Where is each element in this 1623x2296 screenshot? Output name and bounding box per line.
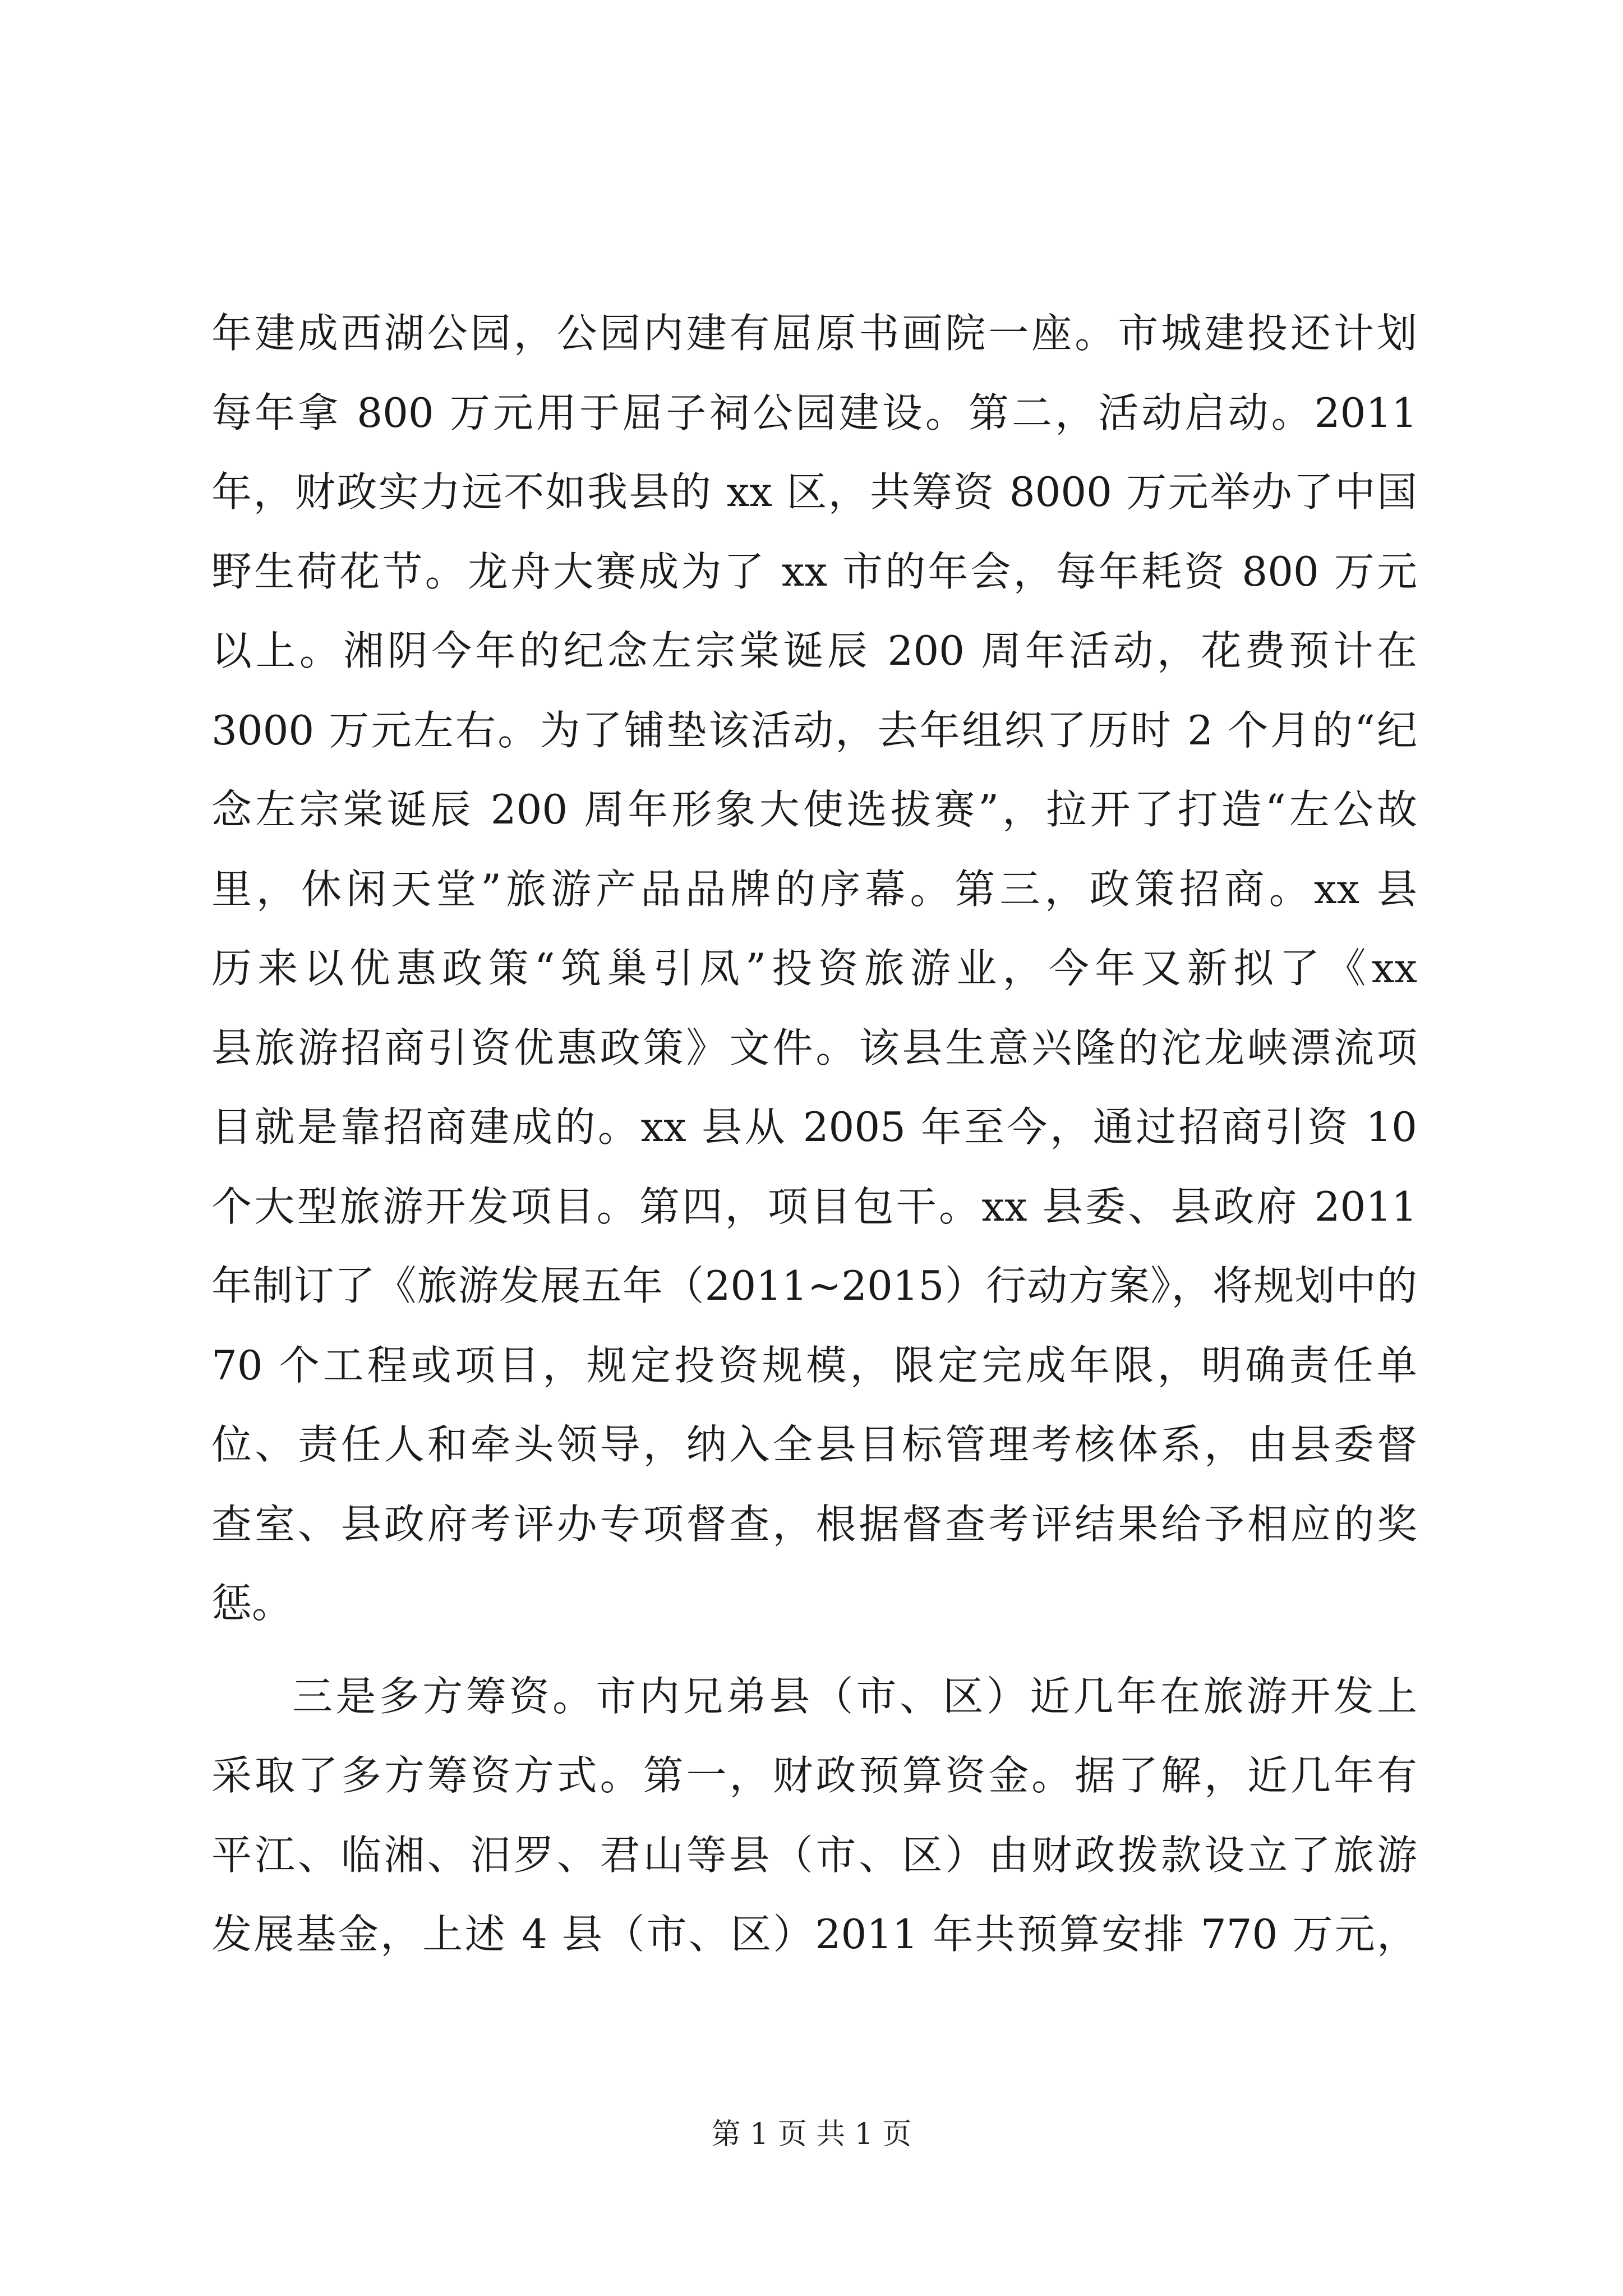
- text-line-last: 惩。: [211, 1580, 293, 1627]
- text-line: 每年拿 800 万元用于屈子祠公园建设。第二，活动启动。2011: [211, 389, 1417, 436]
- text-line: 查室、县政府考评办专项督查，根据督查考评结果给予相应的奖: [211, 1500, 1417, 1548]
- text-line: 以上。湘阴今年的纪念左宗棠诞辰 200 周年活动，花费预计在: [211, 627, 1417, 674]
- text-line: 个大型旅游开发项目。第四，项目包干。xx 县委、县政府 2011: [211, 1182, 1417, 1230]
- text-line: 70 个工程或项目，规定投资规模，限定完成年限，明确责任单: [211, 1341, 1417, 1389]
- text-line: 念左宗棠诞辰 200 周年形象大使选拔赛”，拉开了打造“左公故: [211, 786, 1417, 833]
- text-line: 发展基金，上述 4 县（市、区）2011 年共预算安排 770 万元，: [211, 1911, 1417, 1958]
- text-line: 年，财政实力远不如我县的 xx 区，共筹资 8000 万元举办了中国: [211, 468, 1417, 516]
- text-line: 3000 万元左右。为了铺垫该活动，去年组织了历时 2 个月的“纪: [211, 706, 1417, 754]
- text-line: 年制订了《旅游发展五年（2011~2015）行动方案》，将规划中的: [211, 1262, 1417, 1309]
- text-line-first: 三是多方筹资。市内兄弟县（市、区）近几年在旅游开发上: [292, 1672, 1417, 1720]
- paragraph-spacing: [211, 1644, 1417, 1657]
- text-line: 历来以优惠政策“筑巢引凤”投资旅游业，今年又新拟了《xx: [211, 945, 1417, 992]
- document-body: [211, 294, 1417, 1975]
- text-line: 年建成西湖公园，公园内建有屈原书画院一座。市城建投还计划: [211, 310, 1417, 357]
- page-number-footer: 第 1 页 共 1 页: [711, 2118, 912, 2151]
- text-line: 县旅游招商引资优惠政策》文件。该县生意兴隆的沱龙峡漂流项: [211, 1024, 1417, 1071]
- paragraph-2: [211, 1657, 1417, 1975]
- text-line: 采取了多方筹资方式。第一，财政预算资金。据了解，近几年有: [211, 1752, 1417, 1799]
- text-line: 平江、临湘、汨罗、君山等县（市、区）由财政拨款设立了旅游: [211, 1831, 1417, 1879]
- text-line: 目就是靠招商建成的。xx 县从 2005 年至今，通过招商引资 10: [211, 1103, 1417, 1151]
- text-line: 位、责任人和牵头领导，纳入全县目标管理考核体系，由县委督: [211, 1421, 1417, 1468]
- text-line: 野生荷花节。龙舟大赛成为了 xx 市的年会，每年耗资 800 万元: [211, 547, 1417, 595]
- text-line: 里，休闲天堂”旅游产品品牌的序幕。第三，政策招商。xx 县: [211, 865, 1417, 913]
- paragraph-1: [211, 294, 1417, 1644]
